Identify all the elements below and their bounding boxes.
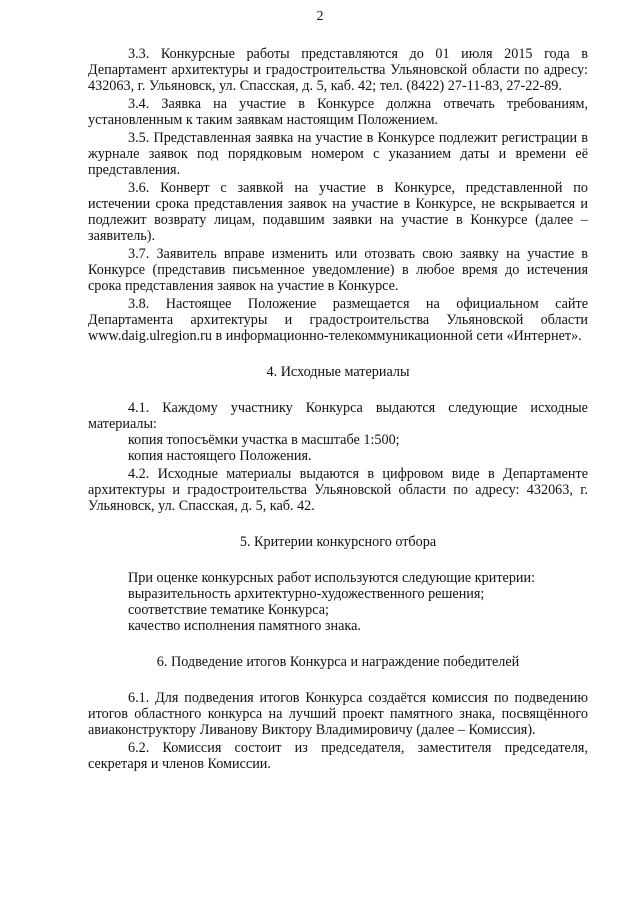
list-item: копия настоящего Положения. [128, 448, 312, 464]
page-number: 2 [316, 9, 324, 24]
paragraph: 3.3. Конкурсные работы представляются до 01 июля 2015 года в Департамент архитектуры и градостроительства Ульяновской области по адресу: 432063, г. Ульяновск, ул. Спасская, д. 5, каб. 42; тел. (8422) 27-11-83, 27-22-89. [88, 46, 588, 94]
criteria-line: качество исполнения памятного знака. [128, 618, 361, 634]
paragraph: 3.7. Заявитель вправе изменить или отозвать свою заявку на участие в Конкурсе (представив письменное уведомление) в любое время до истечения срока представления заявок на участие в Конкурсе. [88, 246, 588, 294]
section-heading: 6. Подведение итогов Конкурса и награждение победителей [156, 654, 520, 670]
criteria-line: выразительность архитектурно-художественного решения; [128, 586, 485, 602]
criteria-line: При оценке конкурсных работ используются следующие критерии: [128, 570, 536, 586]
paragraph: 6.2. Комиссия состоит из председателя, заместителя председателя, секретаря и членов Комиссии. [88, 740, 588, 772]
paragraph: 3.8. Настоящее Положение размещается на официальном сайте Департамента архитектуры и градостроительства Ульяновской области www.daig.ulregion.ru в информационно-телекоммуникационной сети «Интернет». [88, 296, 588, 344]
paragraph: 3.5. Представленная заявка на участие в Конкурсе подлежит регистрации в журнале заявок под порядковым номером с указанием даты и времени её представления. [88, 130, 588, 178]
paragraph: 3.4. Заявка на участие в Конкурсе должна отвечать требованиям, установленным к таким заявкам настоящим Положением. [88, 96, 588, 128]
list-item: копия топосъёмки участка в масштабе 1:500; [128, 432, 400, 448]
paragraph: 3.6. Конверт с заявкой на участие в Конкурсе, представленной по истечении срока представления заявок на участие в Конкурсе, не вскрывается и подлежит возврату лицам, подавшим заявки на участие в Конкурсе (далее – заявитель). [88, 180, 588, 244]
paragraph: 6.1. Для подведения итогов Конкурса создаётся комиссия по подведению итогов областного конкурса на лучший проект памятного знака, посвящённого авиаконструктору Ливанову Виктору Владимировичу (далее – Комиссия). [88, 690, 588, 738]
criteria-line: соответствие тематике Конкурса; [128, 602, 329, 618]
document-body [88, 46, 588, 772]
section-heading: 4. Исходные материалы [266, 364, 410, 380]
section-heading: 5. Критерии конкурсного отбора [239, 534, 437, 550]
paragraph: 4.1. Каждому участнику Конкурса выдаются следующие исходные материалы: [88, 400, 588, 432]
paragraph: 4.2. Исходные материалы выдаются в цифровом виде в Департаменте архитектуры и градостроительства Ульяновской области по адресу: 432063, г. Ульяновск, ул. Спасская, д. 5, каб. 42. [88, 466, 588, 514]
